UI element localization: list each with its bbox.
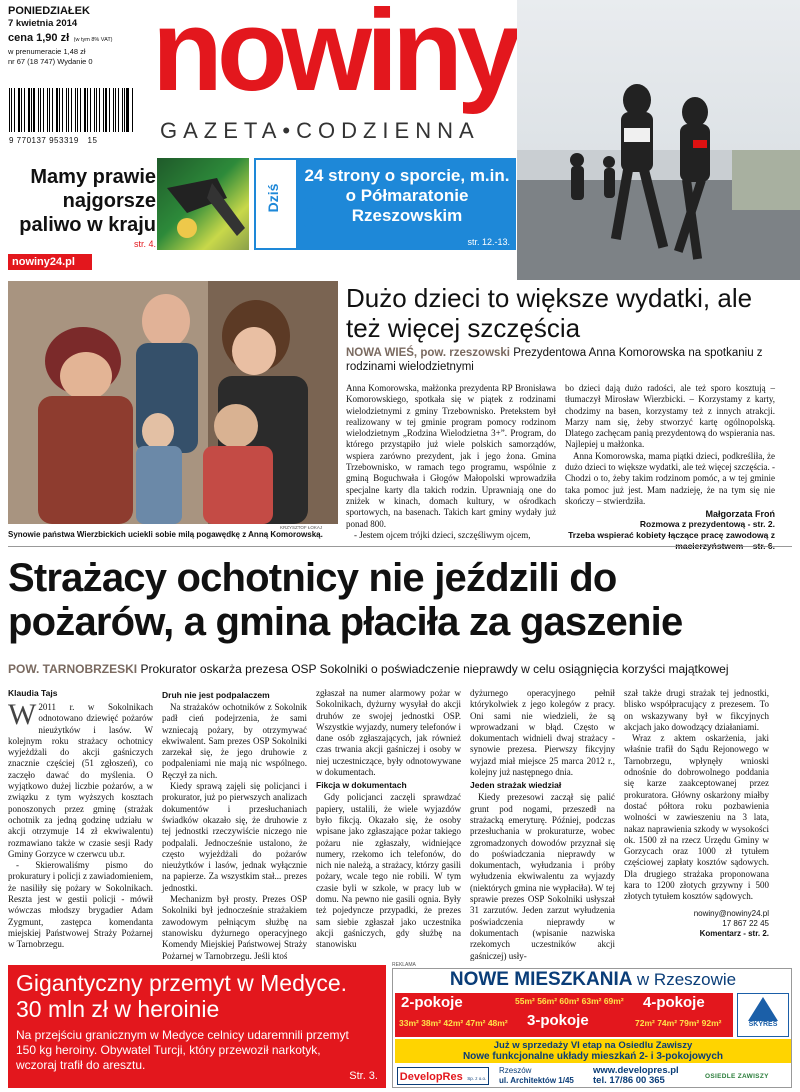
ad-site[interactable]: www.developres.pl — [593, 1065, 679, 1076]
barcode-bar — [24, 88, 25, 132]
barcode-bar — [66, 88, 67, 132]
barcode-bar — [113, 88, 114, 132]
photo-credit: KRZYSZTOF ŁOKAJ — [280, 525, 323, 530]
lead-photo — [8, 281, 338, 524]
teaser-fuel[interactable] — [8, 165, 156, 249]
main-deck-text: Prokurator oskarża prezesa OSP Sokolniki o poświadczenie nieprawdy w celu osiągnięcia korzyści majątkowej — [140, 662, 729, 676]
ad-badge — [737, 993, 789, 1037]
main-column-1 — [8, 688, 153, 951]
teaser-fuel-page: str. 4. — [133, 239, 156, 249]
teaser-stadion[interactable] — [254, 158, 516, 250]
date: 7 kwietnia 2014 — [8, 18, 78, 29]
barcode-bar — [77, 88, 78, 132]
lead-deck — [346, 346, 786, 374]
barcode-bar — [68, 88, 69, 132]
teaser-fuel-text: Mamy prawie najgorsze paliwo w kraju — [19, 166, 156, 236]
ad-four-rooms: 4-pokoje — [643, 994, 705, 1011]
main-deck — [8, 662, 792, 677]
barcode-bar — [21, 88, 22, 132]
barcode-bar — [33, 88, 35, 132]
ad-brand-name: DevelopRes — [399, 1071, 463, 1083]
comment-ref[interactable]: Komentarz - str. 2. — [699, 928, 769, 938]
subscription-price: w prenumeracie 1,48 zł — [8, 47, 86, 56]
medyka-text: Na przejściu granicznym w Medyce celnicy udaremnili przemyt 150 kg heroiny. Obywatel Turcji, który przewoził narkotyk, wczoraj trafił do aresztu. — [16, 1028, 349, 1072]
main-location: POW. TARNOBRZESKI — [8, 662, 138, 676]
stadion-today: Dziś — [265, 183, 281, 213]
lead-col1-text: Anna Komorowska, małżonka prezydenta RP Bronisława Komorowskiego, spotkała się w piątek z rodzinami wielodzietnymi z gminy Trzebownisko. Pretekstem był realizowany w tej gminie program pomocy rodzinom wielodzietnym „Rodzina Wielodzietna 3+”. Program, do którego przystąpiło już wiele polskich samorządów, wspiera zarówno prezydent, jak i jego żona. Gmina Trzebownisko, w ramach tego programu, wspólnie z gminą Boguchwała i Głogów Małopolski wprowadziła specjalne karty dla takich rodzin. Uprawniają one do zniżek w kinach, domach kultury, w ośrodkach sportowych, na basenach. Takich kart gminy wydały już ponad 800. — [346, 383, 556, 529]
lead-col2b-text: Anna Komorowska, mama piątki dzieci, podkreśliła, że dużo dzieci to większe wydatki, ale też więcej szczęścia. - Chodzi o to, żeby takim rodzinom pomóc, a w tej gminie taka pomoc już jest. Mam nadzieję, że na tym się nie skończy – stwierdziła. — [565, 450, 775, 506]
barcode-number: 9 770137 953319 — [9, 136, 79, 145]
ad-label: REKLAMA — [392, 962, 416, 968]
stadion-text: 24 strony o sporcie, m.in. o Półmaratonie Rzeszowskim — [304, 166, 510, 225]
ad-title-2: w Rzeszowie — [636, 970, 737, 989]
barcode-bars — [9, 88, 134, 132]
ad-title-1: NOWE MIESZKANIA — [449, 969, 633, 990]
main-column-3 — [316, 688, 461, 951]
medyka-headline-1: Gigantyczny przemyt w Medyce. — [16, 970, 348, 996]
barcode-bar — [11, 88, 12, 132]
barcode-bar — [49, 88, 50, 132]
contact-email[interactable]: nowiny@nowiny24.pl — [693, 908, 769, 918]
ad-layout-line: Nowe funkcjonalne układy mieszkań 2- i 3-pokojowych — [462, 1051, 724, 1062]
barcode-bar — [103, 88, 104, 132]
barcode-bar — [71, 88, 72, 132]
issue-number: nr 67 (18 747) Wydanie 0 — [8, 57, 93, 66]
teaser-medyka[interactable] — [8, 965, 386, 1088]
main-col2c-text: Mechanizm był prosty. Prezes OSP Sokolniki był jednocześnie strażakiem zawodowym pełniącym służbę na stanowisku dyżurnego operacyjnego Komendy Miejskiej Państwowej Straży Pożarnej w Tarnobrzegu. Jeśli ktoś — [162, 894, 307, 961]
barcode-bar — [14, 88, 15, 132]
main-column-2 — [162, 688, 307, 962]
main-col2-head: Druh nie jest podpalaczem — [162, 690, 270, 700]
ad-four-sizes: 72m² 74m² 79m² 92m² — [635, 1018, 722, 1028]
lead-author: Małgorzata Froń — [705, 509, 775, 520]
barcode-bar — [132, 88, 133, 132]
lead-col2a-text: bo dzieci dają dużo radości, ale też sporo kosztują – tłumaczył Mirosław Wierzbicki. – Korzystamy z karty, chodzimy na basen, korzystamy też z innych atrakcji. Marzy nam się, żeby stworzyć kartę ogólnopolską. Dlatego zachęcam panią prezydentową do wspierania nas. Najlepiej u małżonka. — [565, 383, 775, 450]
barcode-bar — [62, 88, 63, 132]
barcode-bar — [96, 88, 97, 132]
ad-badge-icon — [748, 997, 778, 1021]
weekday: PONIEDZIAŁEK — [8, 5, 90, 17]
main-dropcap: W — [8, 698, 37, 731]
barcode-bar — [18, 88, 20, 132]
ad-street: ul. Architektów 1/45 — [499, 1076, 574, 1085]
edition-info — [8, 5, 143, 67]
main-col5b-text: Wraz z aktem oskarżenia, jaki właśnie trafił do Sądu Rejonowego w Tarnobrzegu, wpłynęły wnioski odnośnie do dobrowolnego poddania się karze zaakceptowanej przez prokuratora. Główny oskarżony miałby dostać półtora roku pozbawienia wolności w zawieszeniu na 3 lata, nakaz naprawienia szkody w wysokości ok. 1500 zł na rzecz Urzędu Gminy w Gorzycach oraz 1000 zł tytułem częściowej zapłaty kosztów sądowych. Dla drugiego strażaka proponowana kara to 1200 złotych grzywny i 500 złotych tytułem kosztów sądowych. — [624, 733, 769, 902]
barcode-bar — [38, 88, 39, 132]
barcode-bar — [84, 88, 86, 132]
barcode-bar — [47, 88, 48, 132]
barcode-bar — [122, 88, 123, 132]
ad-three-rooms: 3-pokoje — [527, 1012, 589, 1029]
stadion-vertical — [256, 160, 316, 248]
barcode-bar — [52, 88, 53, 132]
stadion-label: STADION — [300, 171, 316, 233]
marathon-photo — [517, 0, 800, 280]
stadion-page: str. 12.-13. — [467, 237, 510, 247]
barcode-bar — [94, 88, 95, 132]
main-column-5 — [624, 688, 769, 939]
price: cena 1,90 zł — [8, 32, 70, 44]
barcode-bar — [87, 88, 88, 132]
main-col3-text: zgłaszał na numer alarmowy pożar w Sokolnikach, dyżurny wysyłał do akcji druhów ze swojej jednostki OSP. Wszystkie wyjazdy, numery telefonów i dane osób zgłaszających, jak również czas trwania akcji gaśniczej i osoby w niej uczestniczące, były odnotowywane w dokumentach. — [316, 688, 461, 778]
main-col2-text: Na strażaków ochotników z Sokolnik padł cień podejrzenia, że sami wzniecają pożary, by otrzymywać ekwiwalent. Sam prezes OSP Sokolniki zarzekał się, że jego druhowie z podpaleniami nie mają nic wspólnego. Ręczył za nich. — [162, 702, 307, 780]
barcode-bar — [105, 88, 107, 132]
barcode-bar — [59, 88, 60, 132]
main-col3b-text: Gdy policjanci zaczęli sprawdzać papiery, ustalili, że wiele wyjazdów było fikcją. Okazało się, że osoby wpisane jako zgłaszające pożar takiego pożaru nie zgłaszały, widniejące numery, rzekomo ich telefonów, do nich nie należą, a strażacy, którzy gasili pożary, wcale tego nie robili. W tym czasie byli w szkole, w pracy lub w domu. Na pewno nie gasili ognia. Były też pojedyncze przypadki, że prezes sam siebie zgłaszał jako uczestnika akcji gaśniczych, gdy służbę na stanowisku — [316, 792, 461, 950]
main-col1-text: 2011 r. w Sokolnikach odnotowano dziewięć pożarów nieużytków i lasów. W kolejnym roku strażacy ochotnicy wyjeżdżali do akcji gaśniczych znacznie częściej (51 zgłoszeń), co zaczęło dawać do myślenia. O wyjątkowo dużej liczbie pożarów, a w związku z tym wyższych kosztach ponoszonych przez gminę (strażak ochotnik za jedną godzinę udziału w akcji otrzymuje 14 zł ekwiwalentu) rozmawiano także w czasie sesji Rady Gminy Gorzyce w czerwcu ub.r. — [8, 702, 153, 859]
main-headline[interactable]: Strażacy ochotnicy nie jeździli do pożarów, a gmina płaciła za gaszenie — [8, 556, 683, 644]
barcode-bar — [109, 88, 110, 132]
newspaper-tagline: GAZETA•CODZIENNA — [160, 118, 480, 143]
barcode-bar — [9, 88, 10, 132]
lead-col1-end: - Jestem ojcem trójki dzieci, szczęśliwym ojcem, — [354, 529, 531, 540]
ad-brand — [397, 1067, 489, 1085]
barcode-bar — [56, 88, 58, 132]
barcode-bar — [90, 88, 91, 132]
barcode-bar — [75, 88, 76, 132]
lead-headline[interactable]: Dużo dzieci to większe wydatki, ale też więcej szczęścia — [346, 283, 753, 343]
lead-ref-1[interactable]: Rozmowa z prezydentową - str. 2. — [639, 519, 775, 530]
lead-column-1 — [346, 383, 556, 541]
lead-ref-2[interactable]: Trzeba wspierać kobiety łączące pracę zawodową z macierzyństwem – str. 6. — [568, 530, 775, 552]
barcode-bar — [99, 88, 100, 132]
main-col4-head: Jeden strażak wiedział — [470, 780, 562, 791]
ad-estate: OSIEDLE ZAWISZY — [705, 1073, 769, 1080]
barcode-bar — [40, 88, 41, 132]
barcode-suffix: 15 — [87, 136, 98, 145]
medyka-page: Str. 3. — [349, 1070, 378, 1082]
barcode-bar — [80, 88, 81, 132]
main-col3-head: Fikcja w dokumentach — [316, 780, 407, 791]
ad-three-sizes: 55m² 56m² 60m² 63m² 69m² — [515, 996, 624, 1006]
section-divider — [8, 546, 792, 547]
vat-note: (w tym 8% VAT) — [73, 37, 113, 43]
barcode-bar — [43, 88, 44, 132]
ad-badge-text: SKYRES — [748, 1021, 778, 1028]
ad-developres[interactable] — [392, 968, 792, 1088]
barcode — [9, 88, 134, 138]
ad-two-rooms: 2-pokoje — [401, 994, 463, 1011]
barcode-bar — [126, 88, 128, 132]
barcode-bar — [115, 88, 116, 132]
barcode-bar — [28, 88, 29, 132]
main-author: Klaudia Tajs — [8, 688, 58, 698]
newspaper-logo[interactable]: nowiny — [152, 0, 516, 115]
lead-deck-text: Prezydentowa Anna Komorowska na spotkaniu z rodzinami wielodzietnymi — [346, 347, 763, 373]
fuel-nozzle-photo — [157, 158, 249, 250]
main-col1b-text: - Skierowaliśmy pismo do prokuratury i policji z zawiadomieniem, że nasiliły się pożary w Sokolnikach. Reszta jest w gestii policji - mówił wówczas młodszy brygadier Adam Zygmunt, zastępca komendanta miejskiej Państwowej Straży Pożarnej w Tarnobrzegu. — [8, 860, 153, 950]
main-col5-text: szał także drugi strażak tej jednostki, blisko współpracujący z prezesem. To on wskazywany był w fikcyjnych akcjach jako dowodzący działaniami. — [624, 688, 769, 732]
medyka-headline-2: 30 mln zł w heroinie — [16, 996, 220, 1022]
ad-phone: tel. 17/86 00 365 — [593, 1075, 665, 1086]
ad-city: Rzeszów — [499, 1066, 532, 1075]
barcode-bar — [118, 88, 119, 132]
main-column-4 — [470, 688, 615, 962]
website-link[interactable]: nowiny24.pl — [8, 254, 92, 270]
ad-brand-sub: Sp. z o.o. — [467, 1076, 487, 1081]
lead-location: NOWA WIEŚ, pow. rzeszowski — [346, 347, 511, 359]
barcode-bar — [31, 88, 32, 132]
lead-column-2 — [565, 383, 775, 552]
main-col4-text: dyżurnego operacyjnego pełnił którykolwiek z jego kolegów z pracy. Oni sami nie wiedzieli, że są wprowadzani w błąd. Często w dokumentach widnieli dwaj strażacy - synowie prezesa. Pierwszy fikcyjny wyjazd miał miejsce 25 marca 2012 r., kolejny już następnego dnia. — [470, 688, 615, 778]
contact-phone: 17 867 22 45 — [722, 918, 769, 928]
main-col2b-text: Kiedy sprawą zajęli się policjanci i prokurator, już po pierwszych analizach dokumentów i przesłuchaniach świadków okazało się, że druhowie z tej jednostki rzeczywiście niczego nie podpalali. Jednocześnie ustalono, że często wyjeżdżali do pożarów nieużytków i lasów, jednak wyłącznie na papierze. Za wszystkim stał... prezes jednostki. — [162, 781, 307, 893]
lead-photo-caption: Synowie państwa Wierzbickich uciekli sobie milą pogawędkę z Anną Komorowską. — [8, 530, 323, 539]
ad-two-sizes: 33m² 38m² 42m² 47m² 48m² — [399, 1018, 508, 1028]
barcode-bar — [124, 88, 125, 132]
ad-sale-line: Już w sprzedaży VI etap na Osiedlu Zawiszy — [493, 1040, 693, 1051]
main-col4b-text: Kiedy prezesowi zaczął się palić grunt pod nogami, przeszedł na strażacką emeryturę. Później, podczas przesłuchania w prokuraturze, wobec zgromadzonych dowodów przyznał się do poświadczania nieprawdy w dokumentach, wyłudzania i próby wyłudzenia ekwiwalentu za wyjazdy (niektórych gmina nie wypłaciła). W tej sprawie prezes OSP Sokolniki usłyszał 31 zarzutów. Jeden zarzut wyłudzenia poświadczenia nieprawdy w dokumentach (wpisanie nazwiska rzekomych uczestników akcji gaśniczej) usły- — [470, 792, 615, 961]
